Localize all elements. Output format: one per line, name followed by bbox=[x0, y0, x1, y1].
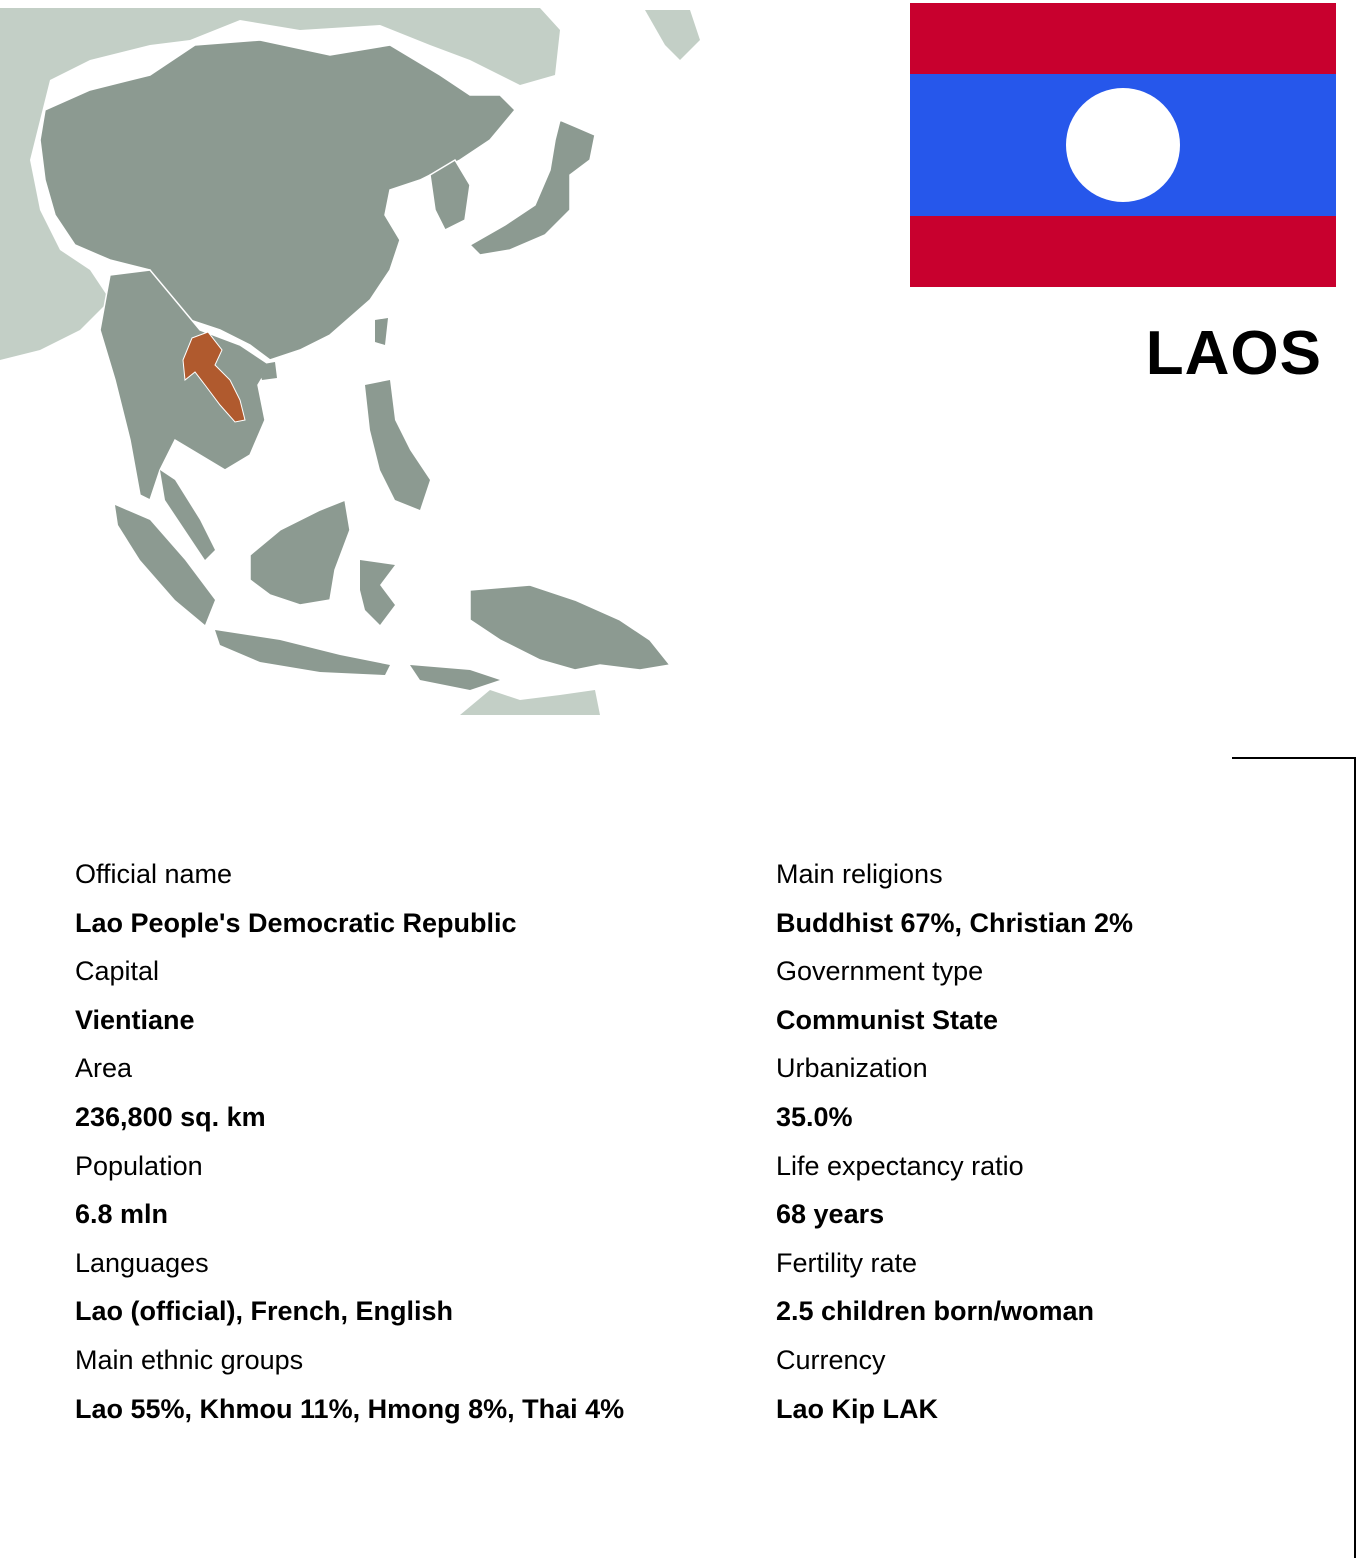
flag-white-disc bbox=[1066, 88, 1180, 202]
fact-value-life-expectancy: 68 years bbox=[776, 1199, 885, 1230]
flag-bottom-red-band bbox=[910, 216, 1336, 287]
country-title: LAOS bbox=[1145, 319, 1322, 388]
map-kamchatka bbox=[645, 10, 700, 60]
fact-value-government-type: Communist State bbox=[776, 1004, 999, 1035]
locator-map bbox=[0, 0, 760, 715]
map-australia-edge bbox=[460, 690, 600, 715]
fact-value-capital: Vientiane bbox=[75, 1004, 195, 1035]
fact-label-ethnic-groups: Main ethnic groups bbox=[75, 1344, 304, 1375]
frame-line-vertical bbox=[1354, 757, 1356, 1558]
flag-top-red-band bbox=[910, 3, 1336, 74]
fact-label-government-type: Government type bbox=[776, 956, 984, 987]
frame-line-horizontal bbox=[1232, 757, 1356, 759]
fact-label-religions: Main religions bbox=[776, 859, 943, 889]
fact-value-religions: Buddhist 67%, Christian 2% bbox=[776, 907, 1134, 938]
map-philippines bbox=[365, 380, 430, 510]
fact-label-capital: Capital bbox=[75, 956, 160, 987]
fact-label-official-name: Official name bbox=[75, 859, 233, 889]
fact-value-fertility-rate: 2.5 children born/woman bbox=[776, 1296, 1095, 1327]
map-taiwan bbox=[375, 318, 388, 345]
map-borneo bbox=[250, 500, 350, 605]
map-sulawesi bbox=[360, 560, 395, 625]
facts-column-right bbox=[776, 850, 1336, 1433]
map-java bbox=[215, 630, 390, 675]
fact-value-languages: Lao (official), French, English bbox=[75, 1296, 454, 1327]
map-new-guinea bbox=[470, 585, 670, 670]
fact-label-life-expectancy: Life expectancy ratio bbox=[776, 1150, 1024, 1181]
national-flag bbox=[910, 3, 1336, 287]
fact-label-currency: Currency bbox=[776, 1344, 886, 1375]
fact-value-official-name: Lao People's Democratic Republic bbox=[75, 907, 517, 938]
fact-label-fertility-rate: Fertility rate bbox=[776, 1247, 918, 1278]
fact-value-currency: Lao Kip LAK bbox=[776, 1393, 938, 1424]
fact-value-area: 236,800 sq. km bbox=[75, 1101, 266, 1132]
facts-column-left bbox=[75, 850, 715, 1433]
fact-label-languages: Languages bbox=[75, 1247, 209, 1278]
fact-label-population: Population bbox=[75, 1150, 203, 1181]
map-east-islands bbox=[410, 665, 500, 690]
fact-label-area: Area bbox=[75, 1053, 133, 1084]
fact-value-ethnic-groups: Lao 55%, Khmou 11%, Hmong 8%, Thai 4% bbox=[75, 1393, 625, 1424]
fact-value-urbanization: 35.0% bbox=[776, 1101, 853, 1132]
fact-value-population: 6.8 mln bbox=[75, 1199, 169, 1230]
fact-label-urbanization: Urbanization bbox=[776, 1053, 928, 1084]
